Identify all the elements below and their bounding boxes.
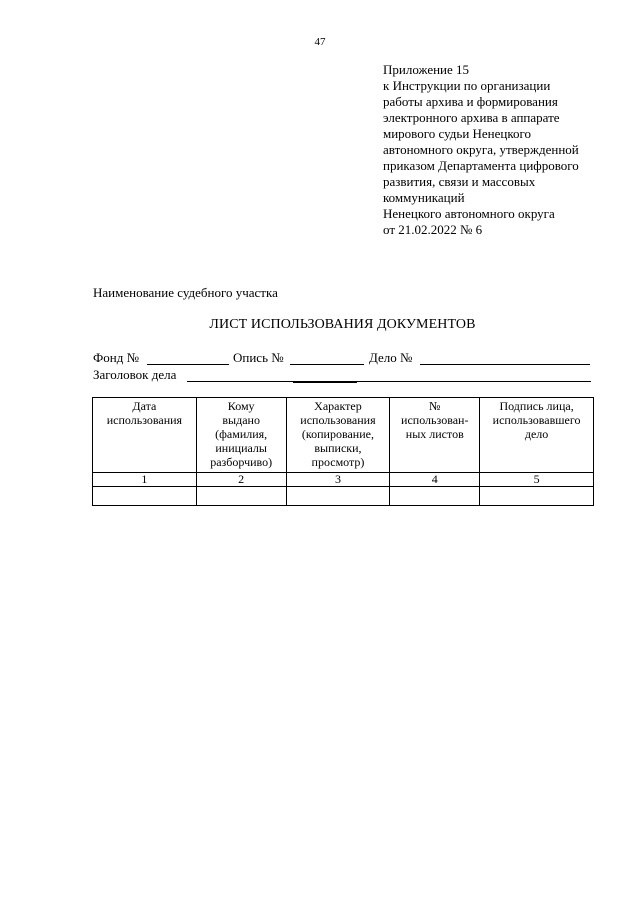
- fond-blank-line[interactable]: [147, 364, 229, 365]
- delo-label: Дело №: [369, 350, 413, 365]
- table-number-row: [93, 473, 594, 487]
- opis-blank-line[interactable]: [290, 364, 364, 365]
- heading-label: Заголовок дела: [93, 367, 177, 382]
- column-number: 1: [93, 473, 197, 487]
- column-number: 4: [390, 473, 480, 487]
- appendix-line: коммуникаций: [383, 190, 465, 205]
- court-section-label: Наименование судебного участка: [93, 285, 278, 300]
- delo-blank-line[interactable]: [420, 364, 590, 365]
- column-number: 2: [196, 473, 286, 487]
- header-cell-issued-to: Кому выдано (фамилия, инициалы разборчиво): [196, 398, 286, 473]
- table-cell[interactable]: [480, 487, 594, 506]
- table-row: [93, 487, 594, 506]
- fond-label: Фонд №: [93, 350, 139, 365]
- table-header-row: [93, 398, 594, 473]
- appendix-line: автономного округа, утвержденной: [383, 142, 579, 157]
- heading-blank-line-extra: [293, 382, 357, 383]
- fond-opis-delo-row: [93, 350, 593, 366]
- appendix-line: электронного архива в аппарате: [383, 110, 560, 125]
- column-number: 5: [480, 473, 594, 487]
- opis-label: Опись №: [233, 350, 284, 365]
- appendix-block: [383, 62, 608, 238]
- header-cell-date: Дата использования: [93, 398, 197, 473]
- appendix-line: от 21.02.2022 № 6: [383, 222, 483, 237]
- appendix-line: мирового судьи Ненецкого: [383, 126, 532, 141]
- appendix-line: Приложение 15: [383, 62, 470, 77]
- heading-row: [93, 367, 593, 383]
- appendix-line: работы архива и формирования: [383, 94, 558, 109]
- table-cell[interactable]: [196, 487, 286, 506]
- table-cell[interactable]: [390, 487, 480, 506]
- header-cell-usage-type: Характер использования (копирование, выписки, просмотр): [286, 398, 390, 473]
- table-cell[interactable]: [93, 487, 197, 506]
- page-number: 47: [314, 36, 326, 48]
- usage-table: [92, 397, 594, 506]
- appendix-line: к Инструкции по организации: [383, 78, 551, 93]
- column-number: 3: [286, 473, 390, 487]
- header-cell-signature: Подпись лица, использовавшего дело: [480, 398, 594, 473]
- document-title: ЛИСТ ИСПОЛЬЗОВАНИЯ ДОКУМЕНТОВ: [209, 317, 476, 332]
- appendix-line: приказом Департамента цифрового: [383, 158, 579, 173]
- appendix-line: развития, связи и массовых: [383, 174, 536, 189]
- heading-blank-line[interactable]: [187, 381, 591, 382]
- appendix-line: Ненецкого автономного округа: [383, 206, 555, 221]
- header-cell-sheet-numbers: № использован- ных листов: [390, 398, 480, 473]
- table-cell[interactable]: [286, 487, 390, 506]
